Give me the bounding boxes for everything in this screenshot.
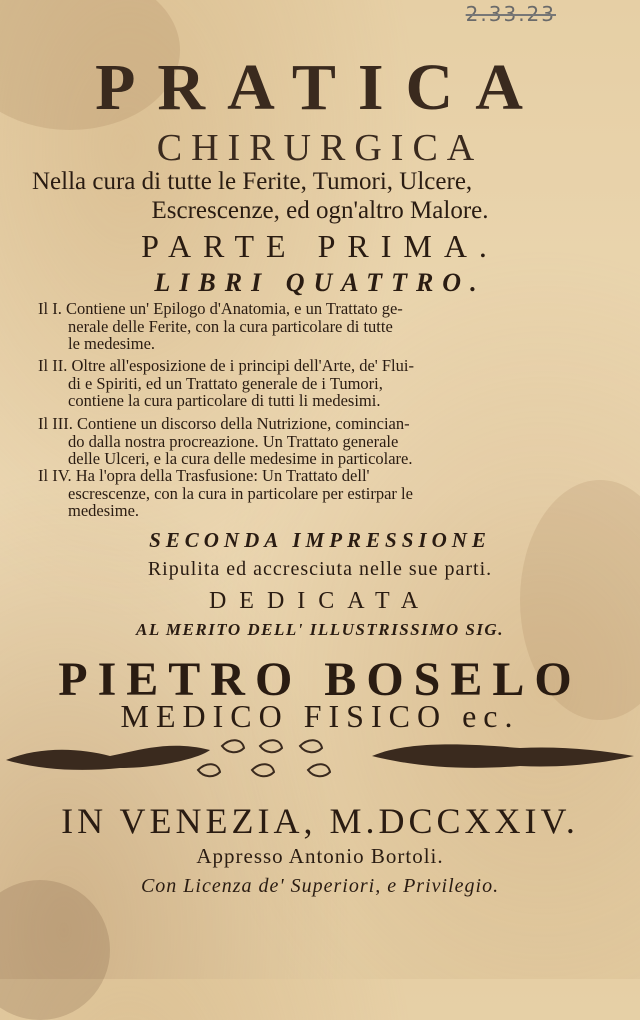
revision-line: Ripulita ed accresciuta nelle sue parti.	[147, 558, 493, 580]
book-number: Il IV.	[38, 466, 72, 485]
book-number: Il I.	[38, 299, 62, 318]
book-number: Il II.	[38, 356, 68, 375]
book-text-first: Ha l'opra della Trasfusione: Un Trattato dell'	[75, 466, 370, 485]
book-text-line: contiene la cura particolare di tutti li medesimi.	[68, 391, 381, 410]
book-entry-2	[38, 357, 528, 410]
book-text-first: Contiene un' Epilogo d'Anatomia, e un Trattato ge-	[65, 299, 403, 318]
book-text-line: di e Spiriti, ed un Trattato generale de i Tumori,	[68, 373, 383, 393]
libri-heading: LIBRI QUATTRO.	[154, 268, 486, 297]
dedicata-line: DEDICATA	[208, 588, 432, 614]
printers-ornament-icon	[0, 728, 640, 788]
book-text-line: nerale delle Ferite, con la cura particolare di tutte	[68, 316, 393, 336]
edition-line: SECONDA IMPRESSIONE	[149, 528, 491, 552]
paper-stain	[0, 880, 110, 1020]
book-entry-3	[38, 415, 528, 468]
book-entry-1	[38, 300, 528, 353]
dedicatee-name: PIETRO BOSELO	[58, 653, 582, 706]
book-text-line: do dalla nostra procreazione. Un Trattato generale	[68, 431, 399, 451]
book-entry-4	[38, 467, 528, 520]
book-number: Il III.	[38, 414, 73, 433]
subtitle-line-2: Escrescenze, ed ogn'altro Malore.	[151, 197, 489, 224]
book-text-first: Oltre all'esposizione de i principi dell'Arte, de' Flui-	[71, 356, 414, 375]
parte-heading: PARTE PRIMA.	[141, 228, 499, 264]
book-text-line: delle Ulceri, e la cura delle medesime in particolare.	[68, 449, 413, 468]
book-text-line: le medesime.	[68, 334, 156, 353]
dedication-to-line: AL MERITO DELL' ILLUSTRISSIMO SIG.	[136, 620, 504, 639]
book-text-line: escrescenze, con la cura in particolare per estirpar le	[68, 483, 413, 503]
subtitle-line-1: Nella cura di tutte le Ferite, Tumori, Ulcere,	[32, 168, 473, 195]
title-main: PRATICA	[95, 51, 545, 124]
title-sub: CHIRURGICA	[156, 127, 484, 169]
imprint-place-date: IN VENEZIA, M.DCCXXIV.	[61, 801, 579, 841]
imprint-license: Con Licenza de' Superiori, e Privilegio.	[140, 875, 500, 897]
dedicatee-title: MEDICO FISICO ec.	[120, 698, 520, 734]
shelfmark: 2.33.23	[465, 2, 556, 26]
book-text-line: medesime.	[68, 501, 140, 520]
book-text-first: Contiene un discorso della Nutrizione, comincian-	[76, 414, 410, 433]
imprint-printer: Appresso Antonio Bortoli.	[196, 844, 444, 868]
